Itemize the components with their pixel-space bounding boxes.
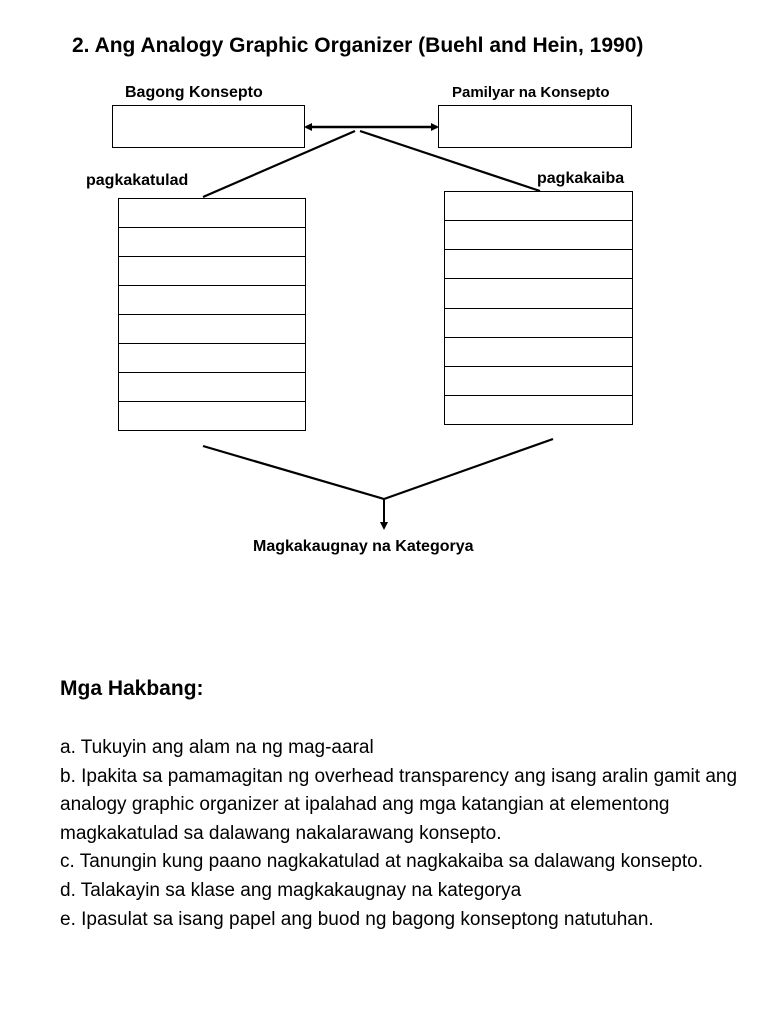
branch-line-right [360, 131, 540, 191]
familiar-concept-label: Pamilyar na Konsepto [452, 84, 610, 101]
differences-label: pagkakaiba [537, 170, 625, 187]
step-item: e. Ipasulat sa isang papel ang buod ng bagong konseptong natutuhan. [60, 908, 654, 930]
difference-cell [444, 309, 633, 338]
difference-cell [444, 279, 633, 308]
similarity-cell [118, 315, 306, 344]
similarity-cell [118, 228, 306, 257]
merge-line-left [203, 446, 384, 499]
page-title: 2. Ang Analogy Graphic Organizer (Buehl and Hein, 1990) [72, 34, 644, 57]
similarity-cell [118, 198, 306, 228]
merge-line-right [384, 439, 553, 499]
difference-cell [444, 221, 633, 250]
step-item: d. Talakayin sa klase ang magkakaugnay na kategorya [60, 879, 522, 901]
differences-column [444, 191, 633, 425]
similarity-cell [118, 373, 306, 402]
similarities-label: pagkakatulad [86, 172, 189, 189]
similarity-cell [118, 344, 306, 373]
branch-line-left [203, 131, 355, 197]
similarities-column [118, 198, 306, 431]
step-item: b. Ipakita sa pamamagitan ng overhead transparency ang isang aralin gamit ang analogy graphic organizer at ipalahad ang mga katangian at elementong magkakatulad sa dalawang nakalarawang konsepto. [60, 765, 738, 844]
difference-cell [444, 250, 633, 279]
steps-heading: Mga Hakbang: [60, 677, 204, 700]
step-item: c. Tanungin kung paano nagkakatulad at nagkakaiba sa dalawang konsepto. [60, 851, 703, 873]
new-concept-label: Bagong Konsepto [125, 84, 263, 101]
difference-cell [444, 191, 633, 221]
difference-cell [444, 396, 633, 425]
step-item: a. Tukuyin ang alam na ng mag-aaral [60, 737, 374, 758]
difference-cell [444, 338, 633, 367]
similarity-cell [118, 402, 306, 431]
similarity-cell [118, 286, 306, 315]
category-label: Magkakaugnay na Kategorya [253, 538, 474, 555]
steps-list [60, 734, 750, 934]
similarity-cell [118, 257, 306, 286]
difference-cell [444, 367, 633, 396]
